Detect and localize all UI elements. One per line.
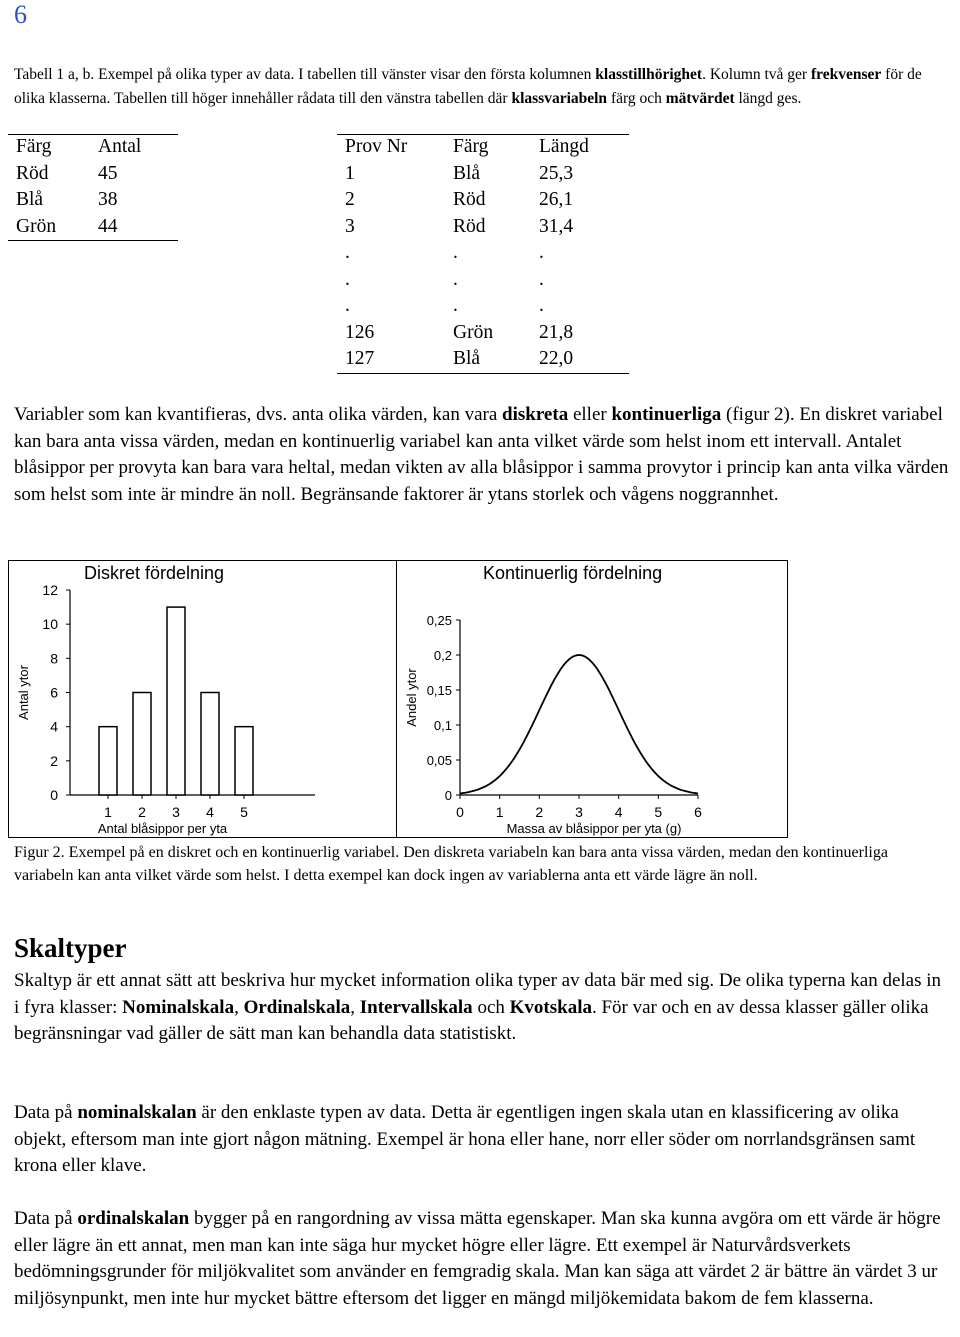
x-axis-label: Antal blåsippor per yta [97, 821, 228, 836]
y-tick-label: 12 [42, 582, 58, 598]
text-run: Skaltyp är ett annat sätt att beskriva hur mycket information olika typer av data bär med sig. De olika typerna kan delas in i fyra klasser: [14, 970, 942, 1018]
series-line [460, 655, 698, 793]
bold-term: klasstillhörighet [595, 66, 703, 83]
bold-term: diskreta [502, 404, 569, 425]
text-run: , [350, 996, 360, 1018]
table-cell: Röd [16, 162, 49, 184]
bold-term: mätvärdet [665, 90, 735, 107]
x-tick-label: 4 [206, 804, 214, 820]
table-cell: . [539, 268, 544, 290]
y-tick-label: 0,25 [426, 613, 452, 628]
y-tick-label: 0,1 [433, 718, 452, 733]
y-tick-label: 0 [444, 788, 452, 803]
table-cell: . [453, 268, 458, 290]
y-tick-label: 0,05 [426, 753, 452, 768]
table-cell: . [453, 295, 458, 317]
text-run: Data på [14, 1208, 78, 1229]
table-cell: . [345, 242, 350, 264]
table-cell: . [345, 295, 350, 317]
table-row [16, 214, 168, 241]
y-tick-label: 2 [50, 752, 58, 769]
paragraph-ordinal [14, 1206, 954, 1312]
table-header: Antal [98, 136, 142, 158]
continuous-line-chart [398, 580, 786, 838]
figure-divider [396, 560, 397, 838]
paragraph-scale-types [14, 968, 949, 1048]
table-cell: 26,1 [539, 189, 574, 211]
table-cell: 38 [98, 189, 118, 211]
bold-term: Ordinalskala [243, 996, 351, 1018]
text-run: är den enklaste typen av data. Detta är egentligen ingen skala utan en klassificering av olika objekt, eftersom man inte gjort någon mätning. Exempel är hona eller hane, norr eller söder om norrlandsgränsen samt krona eller klave. [14, 1102, 916, 1176]
text-run: , [234, 996, 244, 1018]
table-cell: 3 [345, 215, 355, 237]
table-header: Färg [453, 136, 489, 158]
table-cell: Röd [453, 189, 486, 211]
table-row [345, 346, 629, 373]
text-run: och [472, 996, 510, 1018]
x-tick-label: 6 [694, 804, 702, 820]
y-tick-label: 6 [50, 684, 58, 701]
table-cell: 127 [345, 348, 375, 370]
table-header: Färg [16, 136, 52, 158]
right-table [345, 134, 629, 373]
table-cell: 21,8 [539, 321, 574, 343]
table-row [16, 187, 168, 214]
y-tick-label: 8 [50, 650, 58, 667]
x-tick-label: 5 [240, 804, 248, 820]
text-run: eller [568, 404, 612, 425]
table-row [345, 187, 629, 214]
y-tick-label: 4 [50, 718, 58, 735]
table-cell: Blå [453, 348, 481, 370]
bar [133, 693, 151, 796]
left-table [16, 134, 168, 240]
bar [167, 607, 185, 795]
table-cell: Blå [453, 162, 481, 184]
table-row [345, 214, 629, 241]
table-cell: Blå [16, 189, 44, 211]
table-cell: 126 [345, 321, 375, 343]
x-tick-label: 3 [575, 804, 583, 820]
table-cell: . [345, 268, 350, 290]
table-cell: . [539, 242, 544, 264]
table-cell: 45 [98, 162, 118, 184]
x-tick-label: 2 [535, 804, 544, 820]
table-cell: Grön [16, 215, 57, 237]
table-header: Prov Nr [345, 136, 408, 158]
y-axis-label: Andel ytor [404, 668, 419, 727]
x-tick-label: 3 [172, 804, 180, 820]
text-run: Variabler som kan kvantifieras, dvs. anta olika värden, kan vara [14, 404, 503, 425]
right-table-header-row [345, 134, 629, 161]
text-run: Data på [14, 1102, 78, 1123]
table-row [345, 320, 629, 347]
section-heading: Skaltyper [14, 933, 127, 963]
x-tick-label: 1 [495, 804, 504, 820]
bold-term: klassvariabeln [511, 90, 608, 107]
y-tick-label: 10 [42, 616, 58, 633]
table-row [345, 293, 629, 320]
y-axis-label: Antal ytor [16, 665, 31, 720]
left-table-bottom-rule [8, 240, 178, 241]
y-tick-label: 0 [50, 787, 58, 803]
table-row [345, 240, 629, 267]
table-cell: 1 [345, 162, 355, 184]
text-run: färg och [607, 90, 666, 107]
bold-term: ordinalskalan [77, 1208, 190, 1229]
bar [235, 727, 253, 795]
table-cell: 31,4 [539, 215, 574, 237]
x-tick-label: 5 [654, 804, 663, 820]
x-axis-label: Massa av blåsippor per yta (g) [506, 821, 682, 836]
x-tick-label: 2 [138, 804, 146, 820]
text-run: . Kolumn två ger [702, 66, 811, 83]
discrete-bar-chart [10, 580, 390, 838]
table-row [345, 267, 629, 294]
table-cell: Röd [453, 215, 486, 237]
y-tick-label: 0,2 [433, 648, 452, 663]
text-run: bygger på en rangordning av vissa mätta egenskaper. Man ska kunna avgöra om ett värde är högre eller lägre än ett annat, men man kan inte säga hur mycket högre eller lägre. Ett exempel är Naturvårdsverkets bedömningsgrunder för miljökvalitet som använder en femgradig skala. Man kan säga att värdet 2 är bättre än värdet 3 ur miljösynpunkt, men inte hur mycket bättre eftersom det ligger en mängd miljökemidata bakom de fem klasserna. [14, 1208, 941, 1309]
table-cell: . [539, 295, 544, 317]
chart-title-continuous: Kontinuerlig fördelning [483, 563, 663, 583]
table-cell: 22,0 [539, 348, 574, 370]
x-tick-label: 0 [456, 804, 464, 820]
chart-title-discrete: Diskret fördelning [84, 563, 225, 583]
x-tick-label: 4 [614, 804, 623, 820]
table-cell: 2 [345, 189, 355, 211]
bold-term: nominalskalan [77, 1102, 197, 1123]
bold-term: Nominalskala [122, 996, 235, 1018]
y-tick-label: 0,15 [426, 683, 452, 698]
table-caption [14, 63, 954, 111]
table-header: Längd [539, 136, 589, 158]
text-run: längd ges. [734, 90, 802, 107]
table-row [345, 161, 629, 188]
table-cell: 44 [98, 215, 118, 237]
table-cell: Grön [453, 321, 494, 343]
bold-term: frekvenser [810, 66, 882, 83]
paragraph-variables [14, 402, 949, 508]
left-table-header-row [16, 134, 168, 161]
bold-term: Intervallskala [359, 996, 473, 1018]
bold-term: Kvotskala [509, 996, 592, 1018]
figure-caption: Figur 2. Exempel på en diskret och en kontinuerlig variabel. Den diskreta variabeln kan bara anta vissa värden, medan den kontinuerliga variabeln kan anta vilket värde som helst. I detta exempel kan dock ingen av variablerna anta ett värde lägre än noll. [14, 844, 888, 884]
page-number: 6 [14, 0, 27, 29]
text-run: . För var och en av dessa klasser gäller olika begränsningar vad gäller de sätt man kan behandla data statistiskt. [14, 996, 929, 1044]
bar [201, 693, 219, 796]
text-run: för de olika klasserna. Tabellen till höger innehåller rådata till den vänstra tabellen där [14, 66, 922, 107]
table-cell: 25,3 [539, 162, 574, 184]
bold-term: kontinuerliga [611, 404, 722, 425]
x-tick-label: 1 [104, 804, 112, 820]
text-run: Tabell 1 a, b. Exempel på olika typer av data. I tabellen till vänster visar den första kolumnen [14, 66, 596, 83]
right-table-bottom-rule [337, 373, 629, 374]
text-run: (figur 2). En diskret variabel kan bara anta vissa värden, medan en kontinuerlig variabel kan anta vilket värde som helst inom ett intervall. Antalet blåsippor per provyta kan bara vara heltal, medan vikten av alla blåsippor i samma provytor i princip kan anta vilka värden som helst som inte är mindre än noll. Begränsande faktorer är ytans storlek och vågens noggrannhet. [14, 404, 949, 505]
table-cell: . [453, 242, 458, 264]
table-row [16, 161, 168, 188]
paragraph-nominal [14, 1100, 949, 1180]
bar [99, 727, 117, 795]
